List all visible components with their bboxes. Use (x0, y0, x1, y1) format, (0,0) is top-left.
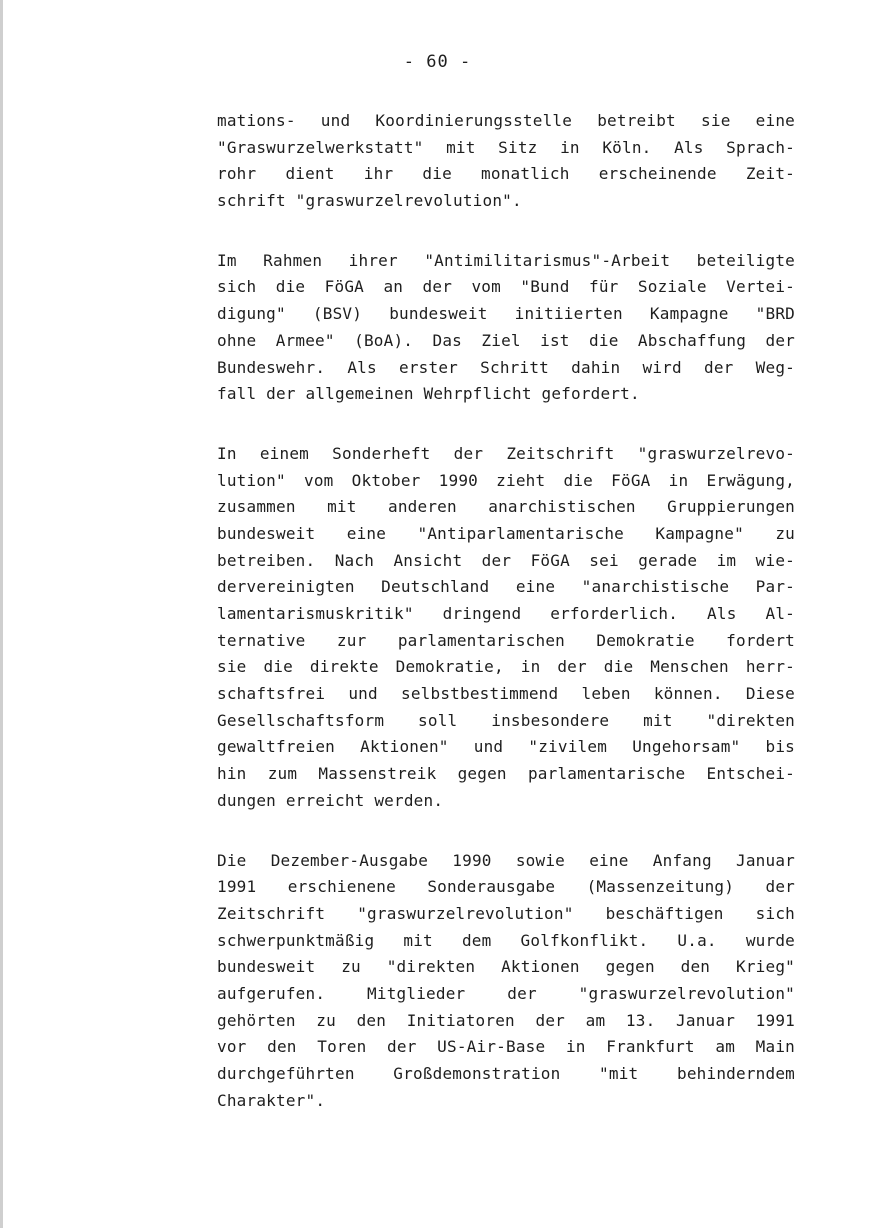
text-line: Die Dezember-Ausgabe 1990 sowie eine Anfang Januar (217, 850, 795, 870)
text-line: bundesweit eine "Antiparlamentarische Kampagne" zu (217, 523, 795, 543)
text-line: Bundeswehr. Als erster Schritt dahin wird der Weg- (217, 357, 795, 377)
text-line: "Graswurzelwerkstatt" mit Sitz in Köln. Als Sprach- (217, 137, 795, 157)
text-line: lamentarismuskritik" dringend erforderlich. Als Al- (217, 604, 795, 623)
text-line: zusammen mit anderen anarchistischen Gruppierungen (217, 497, 795, 517)
text-line: schwerpunktmäßig mit dem Golfkonflikt. U.a. wurde (217, 930, 795, 950)
text-line: sich die FöGA an der vom "Bund für Soziale Vertei- (217, 277, 795, 297)
text-line: Gesellschaftsform soll insbesondere mit "direkten (217, 710, 795, 730)
text-line: mations- und Koordinierungsstelle betreibt sie eine (217, 111, 795, 130)
text-line: rohr dient ihr die monatlich erscheinende Zeit- (217, 164, 795, 184)
text-line: Im Rahmen ihrer "Antimilitarismus"-Arbeit beteiligte (217, 250, 795, 270)
text-line: ohne Armee" (BoA). Das Ziel ist die Abschaffung der (217, 330, 795, 350)
paragraph (217, 108, 795, 215)
text-line: durchgeführten Großdemonstration "mit behinderndem (217, 1064, 795, 1083)
text-line: hin zum Massenstreik gegen parlamentarische Entschei- (217, 764, 795, 784)
text-line: In einem Sonderheft der Zeitschrift "graswurzelrevo- (217, 443, 795, 463)
text-line: bundesweit zu "direkten Aktionen gegen den Krieg" (217, 957, 795, 977)
text-line: digung" (BSV) bundesweit initiierten Kampagne "BRD (217, 304, 795, 324)
page-number: - 60 - (403, 52, 472, 72)
text-line: schaftsfrei und selbstbestimmend leben können. Diese (217, 684, 795, 704)
text-line: betreiben. Nach Ansicht der FöGA sei gerade im wie- (217, 550, 795, 570)
text-line: sie die direkte Demokratie, in der die Menschen herr- (217, 657, 795, 677)
paragraph (217, 848, 795, 1115)
text-line: lution" vom Oktober 1990 zieht die FöGA in Erwägung, (217, 470, 795, 490)
text-line: gehörten zu den Initiatoren der am 13. Januar 1991 (217, 1010, 795, 1030)
text-line: Charakter". (217, 1090, 326, 1110)
body-text (217, 108, 795, 1147)
text-line: dervereinigten Deutschland eine "anarchistische Par- (217, 577, 795, 597)
text-line: schrift "graswurzelrevolution". (217, 191, 522, 211)
paragraph (217, 248, 795, 408)
text-line: aufgerufen. Mitglieder der "graswurzelrevolution" (217, 983, 795, 1003)
text-line: 1991 erschienene Sonderausgabe (Massenzeitung) der (217, 877, 795, 897)
text-line: fall der allgemeinen Wehrpflicht gefordert. (217, 384, 640, 404)
text-line: gewaltfreien Aktionen" und "zivilem Ungehorsam" bis (217, 737, 795, 757)
paragraph (217, 441, 795, 815)
text-line: vor den Toren der US-Air-Base in Frankfurt am Main (217, 1037, 795, 1057)
text-line: ternative zur parlamentarischen Demokratie fordert (217, 630, 795, 650)
text-line: Zeitschrift "graswurzelrevolution" beschäftigen sich (217, 903, 795, 923)
text-line: dungen erreicht werden. (217, 790, 444, 810)
page-edge (0, 0, 3, 1228)
